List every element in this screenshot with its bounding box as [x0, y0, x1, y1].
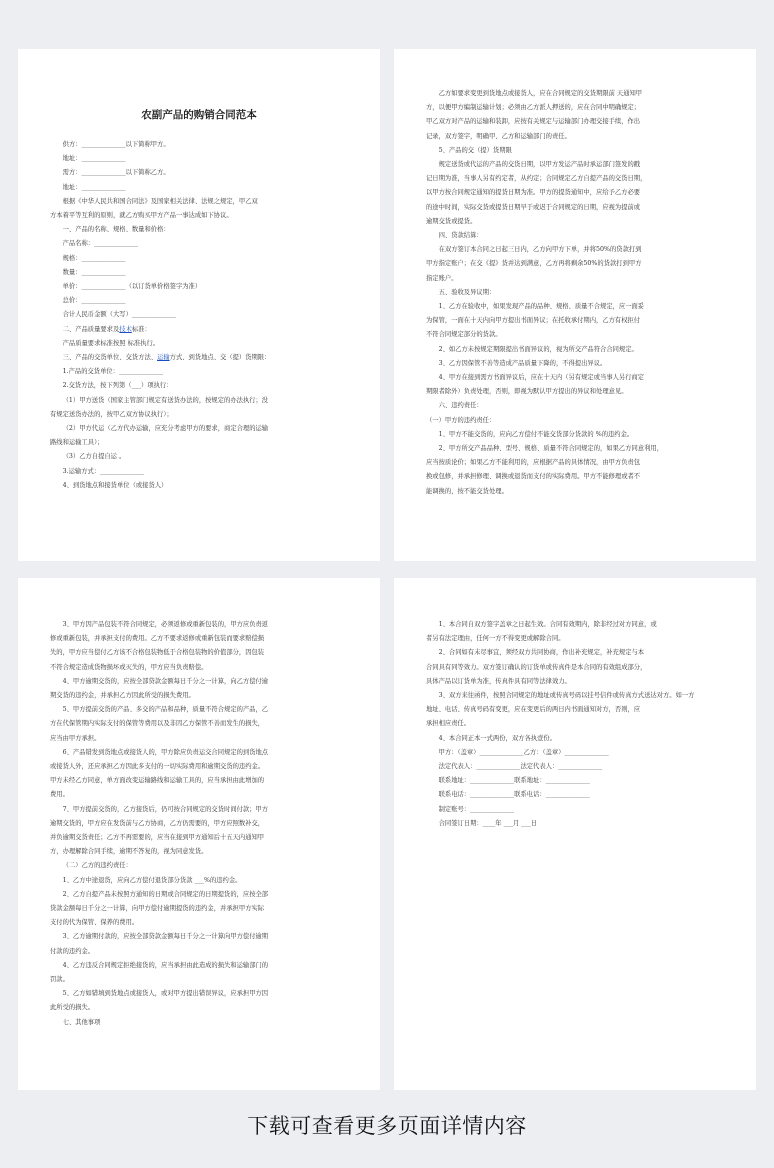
text-line	[50, 888, 348, 902]
text-segment: 乙方如要求变更到货地点或接货人，应在合同规定的交货期限前 天通知甲	[438, 90, 643, 97]
text-line	[426, 803, 724, 817]
text-segment: 六、违约责任：	[438, 402, 483, 410]
text-line	[50, 294, 348, 308]
text-line	[426, 357, 724, 371]
text-segment: 费用。	[50, 791, 69, 799]
text-line	[426, 201, 724, 215]
text-segment: 记日期为准，当事人另有约定者，从约定；合同规定乙方自提产品的交货日期，	[426, 175, 647, 183]
text-segment: 2.交货方法，按下列第（___）项执行：	[62, 382, 173, 390]
text-segment: 4、乙方违反合同规定拒绝接货的，应当承担由此造成的损失和运输部门的	[62, 961, 269, 969]
text-line	[50, 945, 348, 959]
text-segment: 产品名称：______________	[62, 240, 139, 248]
text-segment: 付款的违约金。	[50, 947, 95, 955]
text-line	[426, 689, 724, 703]
text-line	[426, 485, 724, 499]
text-line	[426, 257, 724, 271]
text-segment: 以甲方按合同规定通知的提货日期为准。甲方的提货通知中，应给予乙方必要	[426, 189, 641, 197]
text-line	[50, 138, 348, 152]
text-line	[50, 732, 348, 746]
text-line	[50, 930, 348, 944]
text-segment: （3）乙方自提自运 。	[62, 453, 126, 461]
text-line	[50, 181, 348, 195]
text-segment: 1、甲方不能交货的，应向乙方偿付不能交货部分货款的 %的违约金。	[438, 430, 634, 438]
text-segment: 4、甲方逾期交货的，应按全部贷款金额每日千分之一计算，向乙方偿付逾	[62, 677, 269, 685]
text-line	[426, 158, 724, 172]
text-segment: 方，办理解除合同手续，逾期不答复的，视为同意发货。	[50, 848, 208, 856]
text-line	[50, 618, 348, 632]
text-line	[50, 717, 348, 731]
text-segment: 甲方未经乙方同意，单方面改变运输路线和运输工具的，应当承担由此增加的	[50, 777, 265, 785]
text-line	[50, 703, 348, 717]
text-segment: 3、甲方因产品包装不符合同规定，必须返修或重新包装的，甲方应负责返	[62, 621, 269, 628]
text-segment: 五、验收及异议期：	[438, 288, 496, 296]
text-line	[50, 152, 348, 166]
text-segment: 有规定送货办法的，按甲乙双方协议执行）；	[50, 410, 173, 418]
text-segment: 3、双方来往函件，按照合同规定的地址或传真号码以挂号信件或传真方式送达对方。如一方	[438, 692, 695, 700]
text-line	[426, 456, 724, 470]
text-segment: 制定账号：______________	[438, 805, 515, 813]
text-segment: 规格：______________	[62, 254, 126, 262]
text-line	[50, 902, 348, 916]
text-line	[50, 323, 348, 337]
download-more-caption: 下载可查看更多页面详情内容	[247, 1114, 527, 1138]
text-line	[50, 675, 348, 689]
text-line	[50, 788, 348, 802]
text-segment: 合同具有同等效力。双方签订确认的订货单或传真件是本合同的有效组成部分，	[426, 663, 647, 671]
text-segment: 标准：	[131, 325, 151, 333]
text-line	[50, 746, 348, 760]
text-segment: 贷款金额每日千分之一计算，向甲方偿付逾期提货的违约金，并承担甲方实际	[50, 905, 265, 913]
text-segment: 单价：______________（以订货单价格签字为准）	[62, 283, 202, 291]
text-segment: 期限者除外）负责处理，否则，即视为默认甲方提出的异议和处理意见。	[426, 388, 628, 396]
text-line	[426, 746, 724, 760]
text-line	[426, 286, 724, 300]
text-segment: 二、产品质量要求及	[62, 325, 120, 333]
text-line	[426, 470, 724, 484]
text-segment: 5、产品的交（提）货期限	[438, 146, 512, 154]
text-segment: 4、到货地点和接货单位（或接货人）	[62, 481, 168, 489]
text-segment: 5、乙方如错填到货地点或接货人，或对甲方提出错误异议，应承担甲方因	[62, 990, 269, 998]
text-segment: 需方：______________以下简称乙方。	[62, 169, 170, 177]
text-segment: 1.产品的交货单位：______________	[62, 368, 164, 376]
text-line	[426, 717, 724, 731]
text-segment: 3、乙方因保管不善等造成产品质量下降的，不得提出异议。	[438, 359, 607, 367]
text-segment: 5、甲方提前交货的产品、多交的产品和品种，质量不符合规定的产品，乙	[62, 706, 269, 714]
text-line	[50, 916, 348, 930]
text-segment: 逾期交货或提货。	[426, 217, 477, 225]
text-segment: 一、产品的名称、规格、数量和价格：	[62, 226, 170, 234]
text-segment: 并负逾期交货责任；乙方不再需要的，应当在接到甲方通知后十五天内通知甲	[50, 834, 265, 842]
text-segment: 方在代保管期内实际支付的保管等费用以及非因乙方保管不善而发生的损失，	[50, 720, 265, 728]
text-segment: 根据《中华人民共和国合同法》及国家相关法律、法规之规定，甲乙双	[62, 197, 258, 205]
text-line	[426, 215, 724, 229]
text-line	[426, 144, 724, 158]
text-line	[50, 308, 348, 322]
document-page-3	[18, 578, 380, 1090]
text-line	[50, 209, 348, 223]
text-line	[50, 337, 348, 351]
text-line	[50, 987, 348, 1001]
text-segment: （1）甲方送货（国家主管部门规定有送货办法的，按规定的办法执行；没	[62, 396, 269, 404]
text-segment: 2、甲方所交产品品种、型号、规格、质量不符合同规定的，如果乙方同意利用，	[438, 445, 663, 453]
text-segment: 合计人民币金额（大写）______________	[62, 311, 176, 319]
text-segment: （2）甲方代运（乙方代办运输，应充分考虑甲方的要求，商定合理的运输	[62, 425, 269, 433]
text-line	[50, 760, 348, 774]
text-line	[50, 803, 348, 817]
text-line	[50, 365, 348, 379]
text-segment: 者另有法定理由，任何一方不得变更或解除合同。	[426, 635, 565, 643]
text-segment: （二）乙方的违约责任：	[62, 862, 132, 870]
text-segment: 或接货人外，还应承担乙方因此多支付的一切实际费用和逾期交货的违约金。	[50, 763, 265, 771]
text-line	[50, 166, 348, 180]
text-line	[50, 874, 348, 888]
text-line	[426, 646, 724, 660]
text-segment: 换或包修，并承担修理、调换或退货而支付的实际费用。甲方不能修理或者不	[426, 473, 641, 481]
text-line	[426, 130, 724, 144]
text-segment: 2、乙方自提产品未按照方通知的日期或合同规定的日期提货的，应按全部	[62, 890, 269, 898]
text-segment: 期交货的违约金，并承担乙方因此所受的损失费用。	[50, 692, 195, 700]
text-line	[426, 760, 724, 774]
text-line	[426, 817, 724, 831]
text-line	[426, 87, 724, 101]
text-line	[50, 422, 348, 436]
text-segment: 失的，甲方应当偿付乙方该不合格包装物低于合格包装物的价值部分，因包装	[50, 649, 265, 657]
text-segment: 4、甲方在接到需方书面异议后，应在十天内（另有规定或当事人另行商定	[438, 374, 645, 382]
text-segment: 方本着平等互利的原则，就乙方购买甲方产品一事达成如下协议。	[50, 212, 233, 220]
text-line	[50, 632, 348, 646]
text-line	[426, 661, 724, 675]
text-line	[426, 172, 724, 186]
text-segment: 指定账户。	[426, 274, 458, 282]
document-page-4	[394, 578, 756, 1090]
text-segment: 支付的代为保管、保养的费用。	[50, 919, 139, 927]
text-line	[426, 300, 724, 314]
text-segment: 三、产品的交货单位、交货方法、	[62, 354, 158, 362]
text-segment: 记录，双方签字，明确甲、乙方和运输部门的责任。	[426, 132, 571, 140]
text-segment: 2、如乙方未按规定期限提出书面异议的，视为所交产品符合合同规定。	[438, 345, 638, 353]
text-segment: （一）甲方的违约责任：	[426, 416, 496, 424]
text-segment: 产品质量要求标准按照 标准执行。	[62, 339, 160, 347]
text-line	[426, 675, 724, 689]
text-segment: 能调换的，按不能交货处理。	[426, 487, 508, 495]
text-segment: 甲方：（盖章）______________乙方：（盖章）______________	[438, 748, 609, 756]
text-line	[426, 243, 724, 257]
text-segment: 合同签订日期：____年 ___月 ___日	[438, 819, 538, 827]
text-line	[50, 379, 348, 393]
text-segment: 联系电话：______________联系电话：______________	[438, 791, 590, 799]
text-line	[50, 465, 348, 479]
text-segment: 1、乙方中途退货，应向乙方偿付退货部分货款 ___%的违约金。	[62, 876, 242, 884]
text-line	[50, 394, 348, 408]
text-line	[50, 959, 348, 973]
text-segment: 6、产品错发到货地点或接货人的，甲方除应负责运交合同规定的到货地点	[62, 748, 269, 756]
text-line	[50, 1016, 348, 1030]
text-line	[50, 817, 348, 831]
text-segment: 规定送货或代运的产品的交货日期，以甲方发运产品时承运部门签发的戳	[438, 161, 641, 169]
text-segment: 方式、到货地点、交（提）货期限：	[169, 354, 271, 362]
document-page-2	[394, 49, 756, 561]
text-segment: 地址：______________	[62, 155, 126, 163]
text-line	[50, 252, 348, 266]
text-segment: 承担相应责任。	[426, 720, 471, 728]
text-line	[426, 703, 724, 717]
text-segment: 甲乙双方对产品的运输和装卸，应按有关规定与运输部门办理交接手续，作出	[426, 118, 641, 126]
text-line	[426, 186, 724, 200]
text-line	[426, 788, 724, 802]
text-line	[426, 115, 724, 129]
text-segment: 地址、电话、传真号码有变更，应在变更后的两日内书面通知对方，否则，应	[426, 706, 641, 714]
keyword-link[interactable]: 运输	[157, 354, 170, 362]
text-line	[426, 229, 724, 243]
text-line	[50, 408, 348, 422]
text-line	[50, 973, 348, 987]
text-line	[426, 101, 724, 115]
text-segment: 的途中时间，实际交货或提货日期早于或迟于合同规定的日期，应视为提前或	[426, 203, 641, 211]
text-line	[50, 661, 348, 675]
text-segment: 法定代表人：______________法定代表人：______________	[438, 763, 603, 771]
document-page-1	[18, 49, 380, 561]
text-segment: 应当由甲方承担。	[50, 734, 101, 742]
text-line	[426, 732, 724, 746]
keyword-link[interactable]: 技术	[119, 325, 132, 333]
text-segment: 为保管，一面在十天内向甲方提出书面异议；在托收承付期内，乙方有权拒付	[426, 317, 641, 325]
text-segment: 应当按质论价；如果乙方不能利用的，应根据产品的具体情况，由甲方负责包	[426, 459, 641, 467]
text-line	[50, 689, 348, 703]
text-segment: 路线和运输工具）；	[50, 439, 104, 447]
text-segment: 罚款。	[50, 976, 69, 984]
text-line	[50, 774, 348, 788]
text-line	[50, 195, 348, 209]
text-line	[50, 479, 348, 493]
text-line	[50, 223, 348, 237]
text-line	[50, 351, 348, 365]
text-line	[50, 646, 348, 660]
text-line	[50, 859, 348, 873]
text-line	[50, 1001, 348, 1015]
text-line	[426, 314, 724, 328]
text-segment: 7、甲方提前交货的，乙方接货后，仍可按合同规定的交货时间付款；甲方	[62, 805, 269, 813]
text-line	[426, 399, 724, 413]
text-segment: 七、其他事项	[62, 1018, 101, 1026]
text-line	[50, 237, 348, 251]
text-segment: 具体产品以订货单为准，传真件具有同等法律效力。	[426, 677, 571, 685]
text-segment: 地址：______________	[62, 183, 126, 191]
text-segment: 逾期交货的，甲方应在发货前与乙方协商，乙方仍需要的，甲方应照数补交，	[50, 819, 265, 827]
text-segment: 在双方签订本合同之日起三日内，乙方向甲方下单，并将50%的贷款打到	[438, 246, 642, 254]
text-line	[426, 618, 724, 632]
text-segment: 4、本合同正本一式两份，双方各执壹份。	[438, 734, 556, 742]
text-line	[426, 428, 724, 442]
text-segment: 供方：______________以下简称甲方。	[62, 141, 170, 148]
text-segment: 1、本合同自双方签字盖章之日起生效。合同有效期内，除非经过对方同意，或	[438, 621, 657, 628]
text-line	[426, 343, 724, 357]
text-segment: 不符合同规定部分的货款。	[426, 331, 502, 339]
text-line	[50, 845, 348, 859]
text-segment: 3.运输方式：______________	[62, 467, 145, 475]
text-segment: 不符合规定造成货物损坏或灭失的，甲方应当负责赔偿。	[50, 663, 208, 671]
text-segment: 四、贷款结算：	[438, 232, 483, 240]
text-line	[426, 414, 724, 428]
text-line	[50, 831, 348, 845]
document-title: 农副产品的购销合同范本	[141, 109, 257, 121]
text-segment: 此所受的损失。	[50, 1004, 95, 1012]
text-line	[50, 450, 348, 464]
text-segment: 数量：______________	[62, 268, 126, 276]
text-line	[426, 385, 724, 399]
text-segment: 3、乙方逾期付款的，应按全部贷款金额每日千分之一计算向甲方偿付逾期	[62, 933, 269, 941]
text-line	[426, 442, 724, 456]
text-segment: 1、乙方在验收中，如果发现产品的品种、规格、质量不合规定，应一面妥	[438, 303, 645, 311]
text-segment: 联系地址：______________联系地址：______________	[438, 777, 590, 785]
text-line	[50, 266, 348, 280]
text-line	[50, 280, 348, 294]
text-line	[426, 371, 724, 385]
text-segment: 甲方指定账户；在交《提》货并达到满意，乙方再将剩余50%的货款打到甲方	[426, 260, 642, 268]
text-segment: 总价：______________	[62, 297, 126, 305]
text-line	[426, 328, 724, 342]
text-line	[426, 632, 724, 646]
text-segment: 方，以便甲方编制运输计划；必须由乙方派人押送的，应在合同中明确规定；	[426, 104, 641, 112]
text-line	[426, 774, 724, 788]
text-segment: 修或重新包装，并承担支付的费用。乙方不要求返修或重新包装而要求赔偿损	[50, 635, 265, 643]
text-segment: 2、合同如有未尽事宜，须经双方共同协商，作出补充规定，补充规定与本	[438, 649, 645, 657]
text-line	[426, 272, 724, 286]
text-line	[50, 436, 348, 450]
